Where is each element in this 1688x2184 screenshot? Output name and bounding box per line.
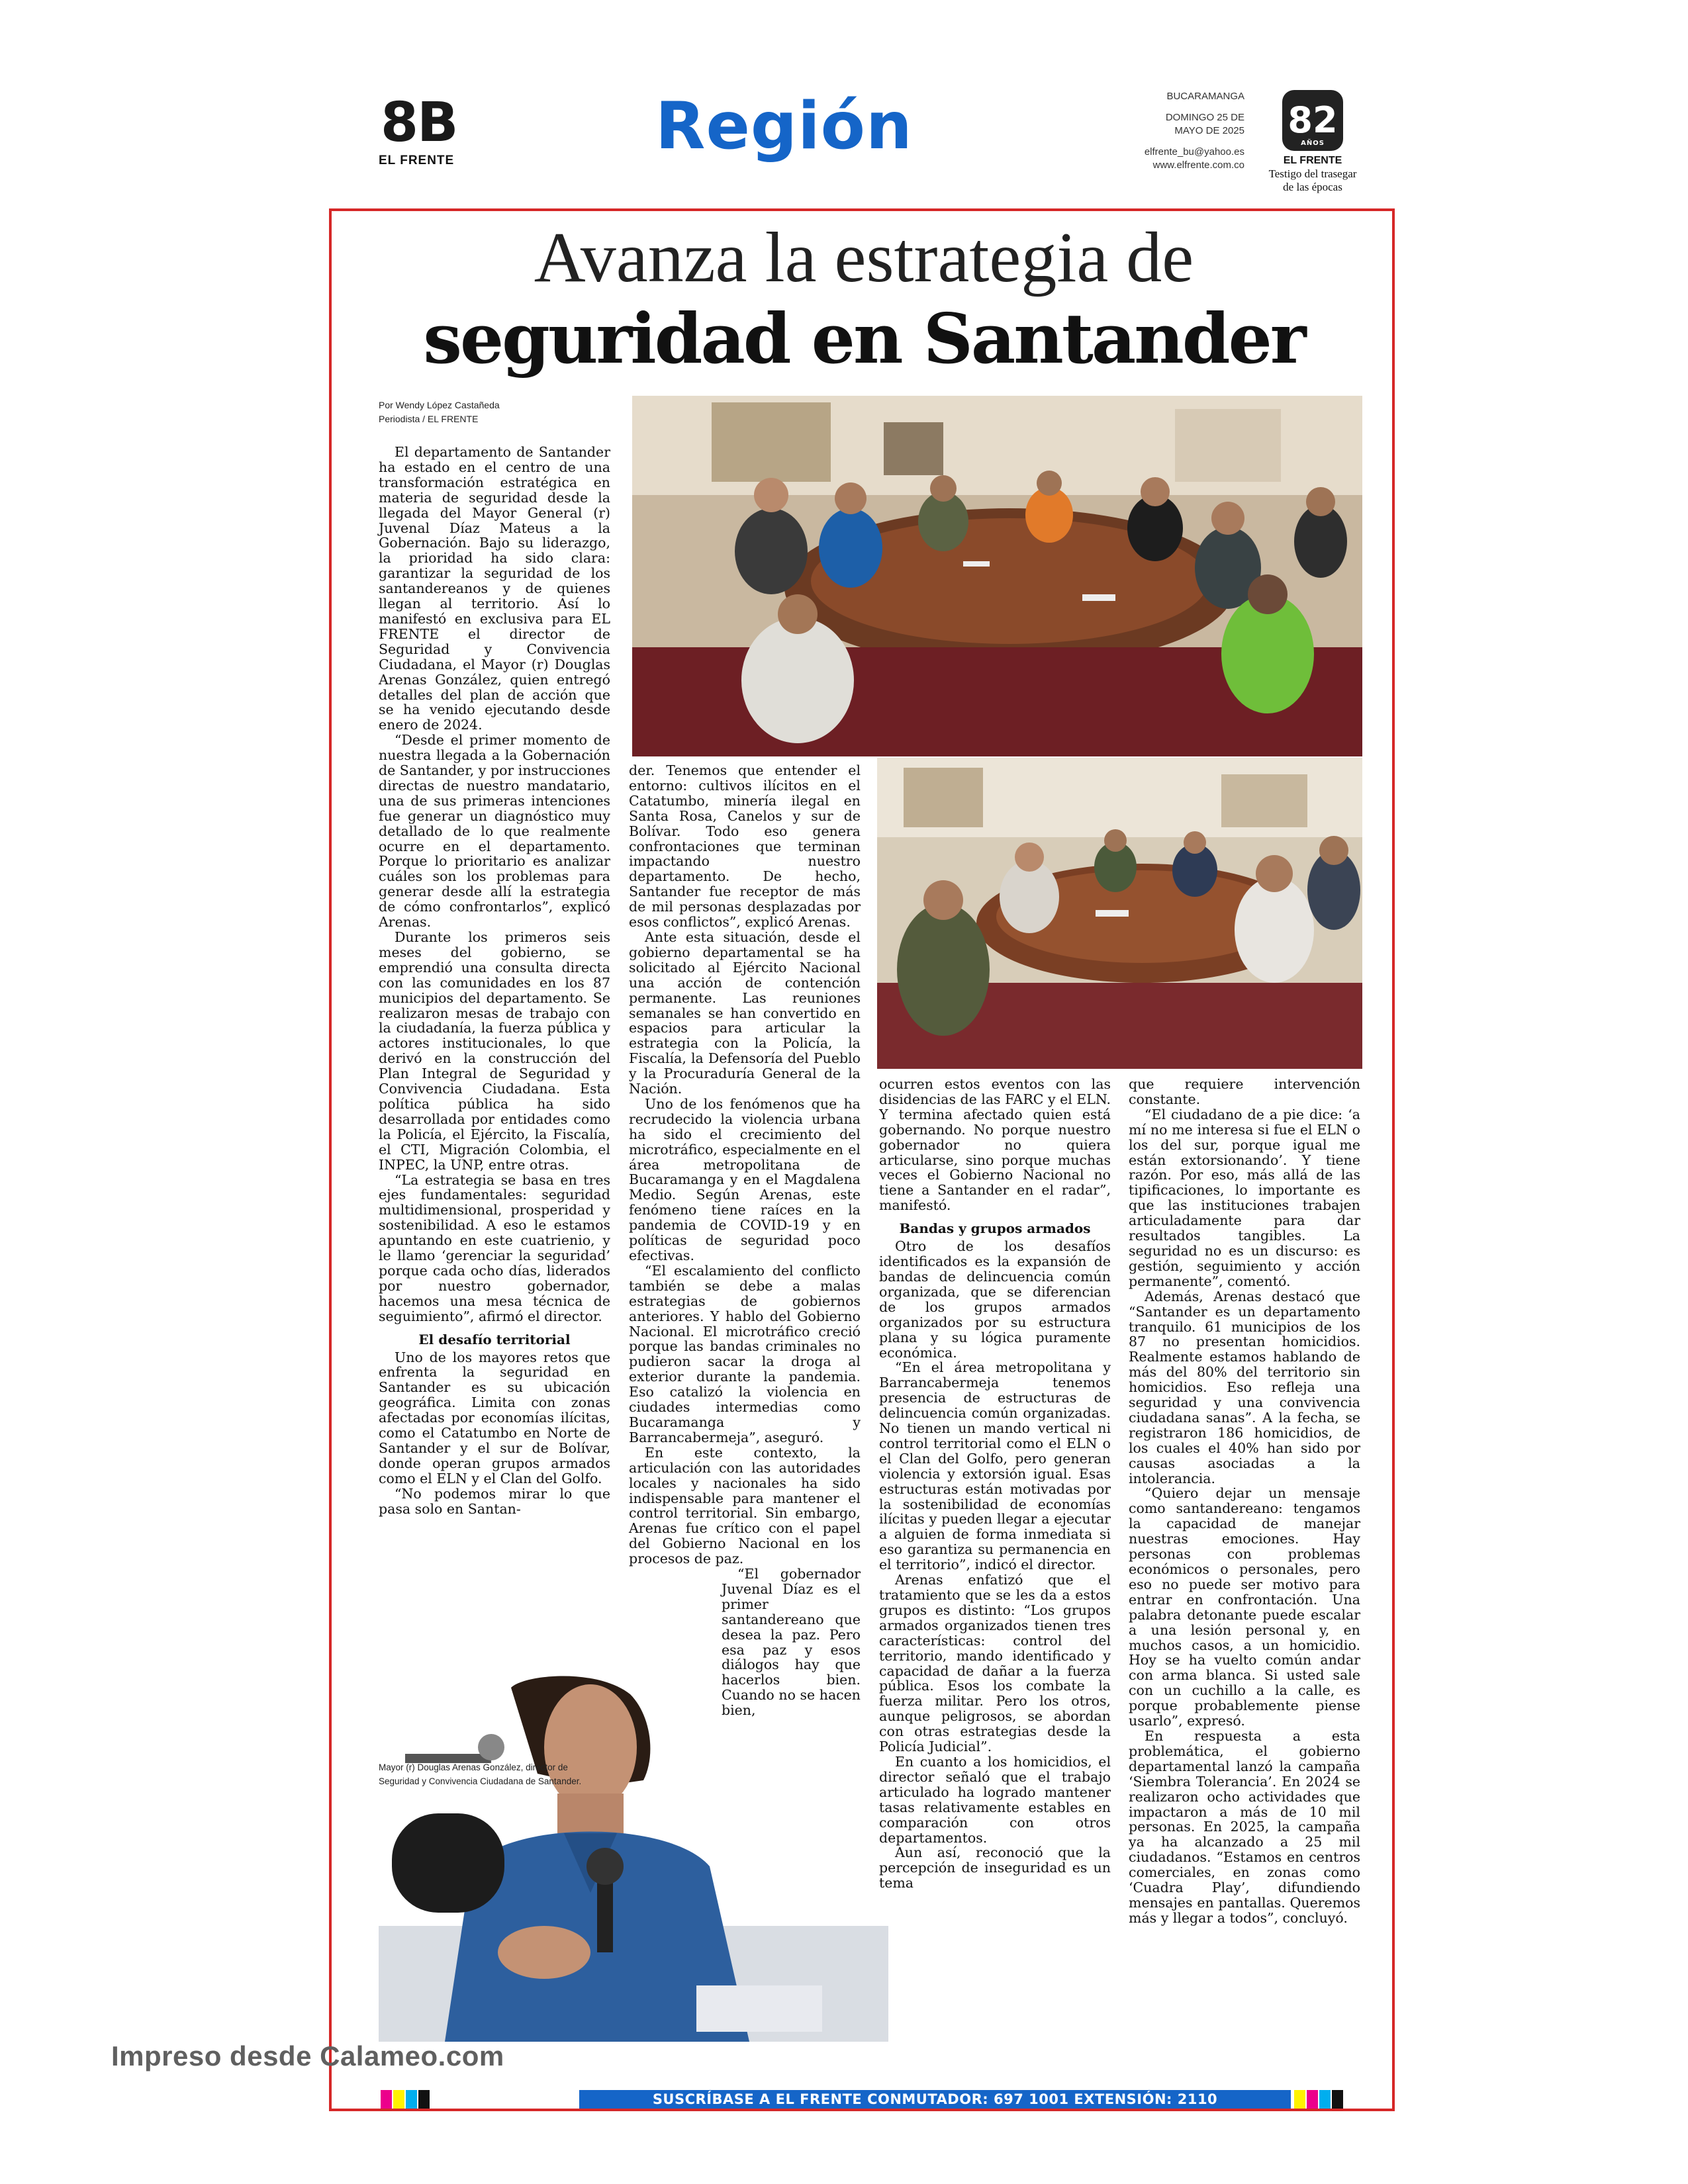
- byline-role: Periodista / EL FRENTE: [379, 414, 479, 424]
- page-number: 8B: [381, 91, 457, 154]
- headline-bold: seguridad en Santander: [423, 298, 1305, 379]
- email-link[interactable]: elfrente_bu@yahoo.es: [1144, 146, 1244, 158]
- logo-tagline-1: Testigo del trasegar: [1268, 167, 1357, 180]
- byline: [379, 398, 500, 426]
- paragraph: “No podemos mirar lo que pasa solo en Santan-: [379, 1485, 610, 1517]
- paragraph: “El escalamiento del conflicto también se debe a malas estrategias de gobiernos anteriores. Y hablo del Gobierno Nacional. El microtráfico creció porque las bandas criminales no pudieron sacar la droga al exterior durante la pandemia. Eso catalizó la violencia en ciudades intermedias como Bucaramanga y Barrancabermeja”, aseguró.: [629, 1262, 861, 1445]
- director-portrait-photo: [379, 1674, 888, 2042]
- logo-mark: [1282, 90, 1343, 151]
- color-swatch: [1319, 2090, 1331, 2109]
- paragraph: “Quiero dejar un mensaje como santandereano: tengamos la capacidad de manejar nuestras emociones. Hay personas con problemas económicos o personales, pero eso no puede ser motivo para entrar en confrontación. Una palabra detonante puede escalar a una lesión personal y, en muchos casos, a un homicidio. Hoy se ha vuelto común andar con arma blanca. Si usted sale con un cuchillo a la calle, es porque probablemente piense usarlo”, expresó.: [1129, 1485, 1360, 1729]
- subheading-bandas: Bandas y grupos armados: [899, 1220, 1091, 1237]
- paragraph: ocurren estos eventos con las disidencias de las FARC y el ELN. Y termina afectado quien está gobernando. No porque nuestro gobernador no quiera articularse, sino porque muchas veces el Gobierno Nacional no tiene a Santander en el radar”, manifestó.: [879, 1076, 1111, 1214]
- color-swatch: [393, 2090, 404, 2109]
- paragraph: “El gobernador Juvenal Díaz es el primer santandereano que desea la paz. Pero esa paz y esos diálogos hay que hacerlos bien. Cuando no se hacen bien,: [722, 1566, 861, 1719]
- paragraph: Durante los primeros seis meses del gobierno, se emprendió una consulta directa con las comunidades en los 87 municipios del departamento. Se realizaron mesas de trabajo con la ciudadanía, la fuerza pública y actores institucionales, lo que derivó en la construcción del Plan Integral de Seguridad y Convivencia Ciudadana. Esta política pública ha sido desarrollada por entidades como la Policía, el Ejército, la Fiscalía, el CTI, Migración Colombia, el INPEC, la UNP, entre otras.: [379, 929, 610, 1173]
- article-column-2: [629, 763, 861, 1718]
- byline-author: Por Wendy López Castañeda: [379, 400, 500, 410]
- paragraph: Aun así, reconoció que la percepción de inseguridad es un tema: [879, 1844, 1111, 1891]
- article-column-1: [379, 445, 610, 1517]
- publication-meta: [1119, 90, 1244, 172]
- paragraph: “La estrategia se basa en tres ejes fundamentales: seguridad multidimensional, prosperidad y sostenibilidad. A eso le estamos apuntando en este cuatrienio, y le llamo ‘gerenciar la seguridad’ porque cada ocho días, liderados por nuestro gobernador, hacemos una mesa técnica de seguimiento”, afirmó el director.: [379, 1171, 610, 1324]
- city: BUCARAMANGA: [1166, 91, 1244, 102]
- logo-name: EL FRENTE: [1283, 155, 1342, 166]
- paragraph: der. Tenemos que entender el entorno: cultivos ilícitos en el Catatumbo, minería ilegal en Santa Rosa, Canelos y sur de Bolívar. Todo eso genera confrontaciones que terminan impactando nuestro departamento. De hecho, Santander fue receptor de más de mil personas desplazadas por esos conflictos”, explicó Arenas.: [629, 762, 861, 931]
- logo-small-text: AÑOS: [1301, 140, 1325, 147]
- date-line-2: MAYO DE 2025: [1174, 125, 1244, 136]
- paragraph: En respuesta a esta problemática, el gobierno departamental lanzó la campaña ‘Siembra Tolerancia’. En 2024 se realizaron ocho actividades que impactaron a más de 10 mil personas. En 2025, la campaña ya ha alcanzado a 25 mil ciudadanos. “Estamos en centros comerciales, en zonas como ‘Cuadra Play’, difundiendo mensajes en pantallas. Queremos más y llegar a todos”, concluyó.: [1129, 1727, 1360, 1926]
- paragraph: Otro de los desafíos identificados es la expansión de bandas de delincuencia común organizada, que se diferencian de los grupos armados organizados por su estructura plana y su lógica puramente económica.: [879, 1238, 1111, 1361]
- color-swatch: [418, 2090, 430, 2109]
- date-line-1: DOMINGO 25 DE: [1165, 112, 1244, 123]
- subheading-territorial: El desafío territorial: [418, 1331, 571, 1347]
- paragraph: Arenas enfatizó que el tratamiento que se les da a estos grupos es distinto: “Los grupos armados organizados tienen tres características: control del territorio, mando identificado y capacidad de dañar a la fuerza pública. Esos los combate la fuerza militar. Pero los otros, aunque peligrosos, se abordan con otras estrategias desde la Policía Judicial”.: [879, 1572, 1111, 1755]
- paragraph: “En el área metropolitana y Barrancabermeja tenemos presencia de estructuras de delincuencia común organizadas. No tienen un mando vertical ni control territorial como el ELN o el Clan del Golfo, pero generan violencia y extorsión igual. Esas estructuras están motivadas por la sostenibilidad de economías ilícitas y pueden llegar a ejecutar a alguien de forma inmediata si eso garantiza su permanencia en el territorio”, indicó el director.: [879, 1359, 1111, 1573]
- page-brand: EL FRENTE: [379, 154, 455, 167]
- color-swatch: [1294, 2090, 1305, 2109]
- paragraph: En cuanto a los homicidios, el director señaló que el trabajo articulado ha logrado mantener tasas relativamente estables en comparación con otros departamentos.: [879, 1753, 1111, 1846]
- logo-number: 82: [1288, 99, 1338, 141]
- color-swatch: [381, 2090, 392, 2109]
- website-link[interactable]: www.elfrente.com.co: [1152, 159, 1244, 171]
- paragraph: El departamento de Santander ha estado en el centro de una transformación estratégica en materia de seguridad desde la llegada del Mayor General (r) Juvenal Díaz Mateus a la Gobernación. Bajo su liderazgo, la prioridad ha sido clara: garantizar la seguridad de los santandereanos y de quienes llegan al territorio. Así lo manifestó en exclusiva para EL FRENTE el director de Seguridad y Convivencia Ciudadana, el Mayor (r) Douglas Arenas González, quien entregó detalles del plan de acción que se ha venido ejecutando desde enero de 2024.: [379, 444, 610, 733]
- calameo-watermark[interactable]: Impreso desde Calameo.com: [111, 2040, 504, 2071]
- article-column-3: [879, 1077, 1111, 1891]
- color-swatch: [406, 2090, 417, 2109]
- paragraph: Uno de los fenómenos que ha recrudecido la violencia urbana ha sido el crecimiento del microtráfico, especialmente en el área metropolitana de Bucaramanga y en el Magdalena Medio. Según Arenas, este fenómeno tiene raíces en la pandemia de COVID-19 y en políticas de seguridad poco efectivas.: [629, 1095, 861, 1263]
- paragraph: Ante esta situación, desde el gobierno departamental se ha solicitado al Ejército Nacional una acción de contención permanente. Las reuniones semanales se han convertido en espacios para articular la estrategia con la Policía, la Fiscalía, la Defensoría del Pueblo y la Procuraduría General de la Nación.: [629, 929, 861, 1097]
- logo-tagline-2: de las épocas: [1283, 181, 1342, 193]
- paragraph: “Desde el primer momento de nuestra llegada a la Gobernación de Santander, y por instrucciones directas de nuestro mandatario, una de sus primeras intenciones fue generar un diagnóstico muy detallado de lo que realmente ocurre en el departamento. Porque lo prioritario es analizar cuáles son los problemas para generar desde allí la estrategia de cómo confrontarlos”, explicó Arenas.: [379, 732, 610, 931]
- paragraph: Además, Arenas destacó que “Santander es un departamento tranquilo. 61 municipios de los 87 no presentan homicidios. Realmente estamos hablando de más del 80% del territorio sin homicidios. Eso refleja una seguridad y una convivencia ciudadana sanas”. A la fecha, se registraron 186 homicidios, de los cuales el 40% han sido por causas asociadas a la intolerancia.: [1129, 1288, 1360, 1486]
- article-column-4: [1129, 1077, 1360, 1926]
- color-swatch: [1307, 2090, 1318, 2109]
- meeting-photo-large: [632, 396, 1362, 756]
- color-swatch: [1332, 2090, 1343, 2109]
- paragraph: “El ciudadano de a pie dice: ‘a mí no me interesa si fue el ELN o los del sur, porque igual me están extorsionando’. Y tiene razón. Por eso, más allá de las tipificaciones, lo importante es que las instituciones trabajen articuladamente para dar resultados tangibles. La seguridad no es un discurso: es gestión, seguimiento y acción permanente”, comentó.: [1129, 1106, 1360, 1289]
- photo-caption: Mayor (r) Douglas Arenas González, director de Seguridad y Convivencia Ciudadana de Santander.: [379, 1762, 582, 1786]
- section-title: Región: [655, 89, 913, 164]
- headline-light: Avanza la estrategia de: [534, 218, 1194, 297]
- meeting-photo-small: [877, 758, 1362, 1069]
- anniversary-logo: [1263, 90, 1362, 209]
- subscription-banner: SUSCRÍBASE A EL FRENTE CONMUTADOR: 697 1001 EXTENSIÓN: 2110: [579, 2090, 1291, 2109]
- paragraph: que requiere intervención constante.: [1129, 1076, 1360, 1107]
- paragraph: En este contexto, la articulación con las autoridades locales y nacionales ha sido indispensable para mantener el control territorial. Sin embargo, Arenas fue crítico con el papel del Gobierno Nacional en los procesos de paz.: [629, 1444, 861, 1567]
- paragraph: Uno de los mayores retos que enfrenta la seguridad en Santander es su ubicación geográfica. Limita con zonas afectadas por economías ilícitas, como el Catatumbo en Norte de Santander y el sur de Bolívar, donde operan grupos armados como el ELN y el Clan del Golfo.: [379, 1349, 610, 1486]
